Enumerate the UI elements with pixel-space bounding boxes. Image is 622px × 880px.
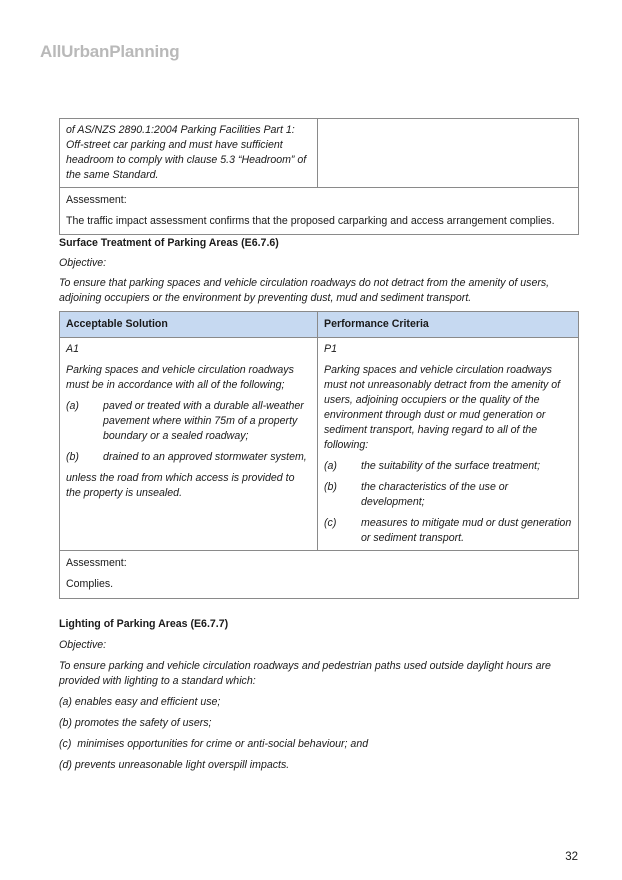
list-item [324, 516, 572, 546]
criteria-assessment-cell [60, 551, 579, 599]
assessment-label: Assessment: [66, 557, 127, 569]
criteria-table-container [59, 311, 579, 599]
objective-text: To ensure parking and vehicle circulation roadways and pedestrian paths used outside daylight hours are provided with lighting to a standard which: [59, 660, 551, 687]
objective-label: Objective: [59, 639, 107, 651]
item-label: (a) [324, 460, 337, 472]
a-intro: Parking spaces and vehicle circulation roadways must be in accordance with all of the following; [66, 364, 294, 391]
list-item: (c) minimises opportunities for crime or anti-social behaviour; and [59, 738, 369, 750]
a-code: A1 [66, 343, 79, 355]
list-item: (b) promotes the safety of users; [59, 717, 212, 729]
top-table-assessment-cell [60, 188, 579, 235]
section-heading: Surface Treatment of Parking Areas (E6.7.6) [59, 237, 279, 249]
item-text: drained to an approved stormwater system, [103, 451, 307, 463]
list-item [324, 480, 572, 510]
item-label: (b) [324, 481, 337, 493]
acceptable-solution-cell [60, 338, 318, 551]
a-outro: unless the road from which access is provided to the property is unsealed. [66, 472, 295, 499]
performance-criteria-header: Performance Criteria [318, 312, 579, 338]
item-text: the suitability of the surface treatment; [361, 460, 541, 472]
item-label: (b) [66, 451, 79, 463]
section-surface-treatment [59, 236, 579, 306]
list-item [324, 459, 572, 474]
item-label: (a) [66, 400, 79, 412]
criteria-table [59, 311, 579, 599]
list-item [66, 399, 311, 444]
top-table-left-text: of AS/NZS 2890.1:2004 Parking Facilities Part 1: Off-street car parking and must have sufficient headroom to comply with clause 5.3 “Headroom” of the same Standard. [66, 124, 307, 181]
p-code: P1 [324, 343, 337, 355]
objective-label: Objective: [59, 257, 107, 269]
top-table-right-cell [318, 119, 579, 188]
acceptable-solution-header: Acceptable Solution [60, 312, 318, 338]
list-item: (a) enables easy and efficient use; [59, 696, 221, 708]
top-table-left-cell [60, 119, 318, 188]
assessment-text: The traffic impact assessment confirms that the proposed carparking and access arrangement complies. [66, 215, 555, 227]
page-number: 32 [565, 851, 578, 863]
assessment-label: Assessment: [66, 194, 127, 206]
section-heading: Lighting of Parking Areas (E6.7.7) [59, 618, 229, 630]
list-item: (d) prevents unreasonable light overspill impacts. [59, 759, 290, 771]
item-text: paved or treated with a durable all-weather pavement where within 75m of a property boundary or a sealed roadway; [103, 400, 304, 442]
item-text: the characteristics of the use or development; [361, 481, 509, 508]
top-table-container [59, 118, 579, 235]
p-intro: Parking spaces and vehicle circulation roadways must not unreasonably detract from the amenity of users, adjoining occupiers or the quality of the environment through dust or mud generation or sediment transport, having regard to all of the following: [324, 364, 561, 451]
objective-text: To ensure that parking spaces and vehicle circulation roadways do not detract from the amenity of users, adjoining occupiers or the environment by preventing dust, mud and sediment transport. [59, 277, 550, 304]
logo: AllUrbanPlanning [40, 42, 180, 61]
item-text: measures to mitigate mud or dust generation or sediment transport. [361, 517, 572, 544]
top-table [59, 118, 579, 235]
item-label: (c) [324, 517, 337, 529]
section-lighting [59, 617, 579, 773]
assessment-text: Complies. [66, 578, 114, 590]
list-item [66, 450, 311, 465]
performance-criteria-cell [318, 338, 579, 551]
